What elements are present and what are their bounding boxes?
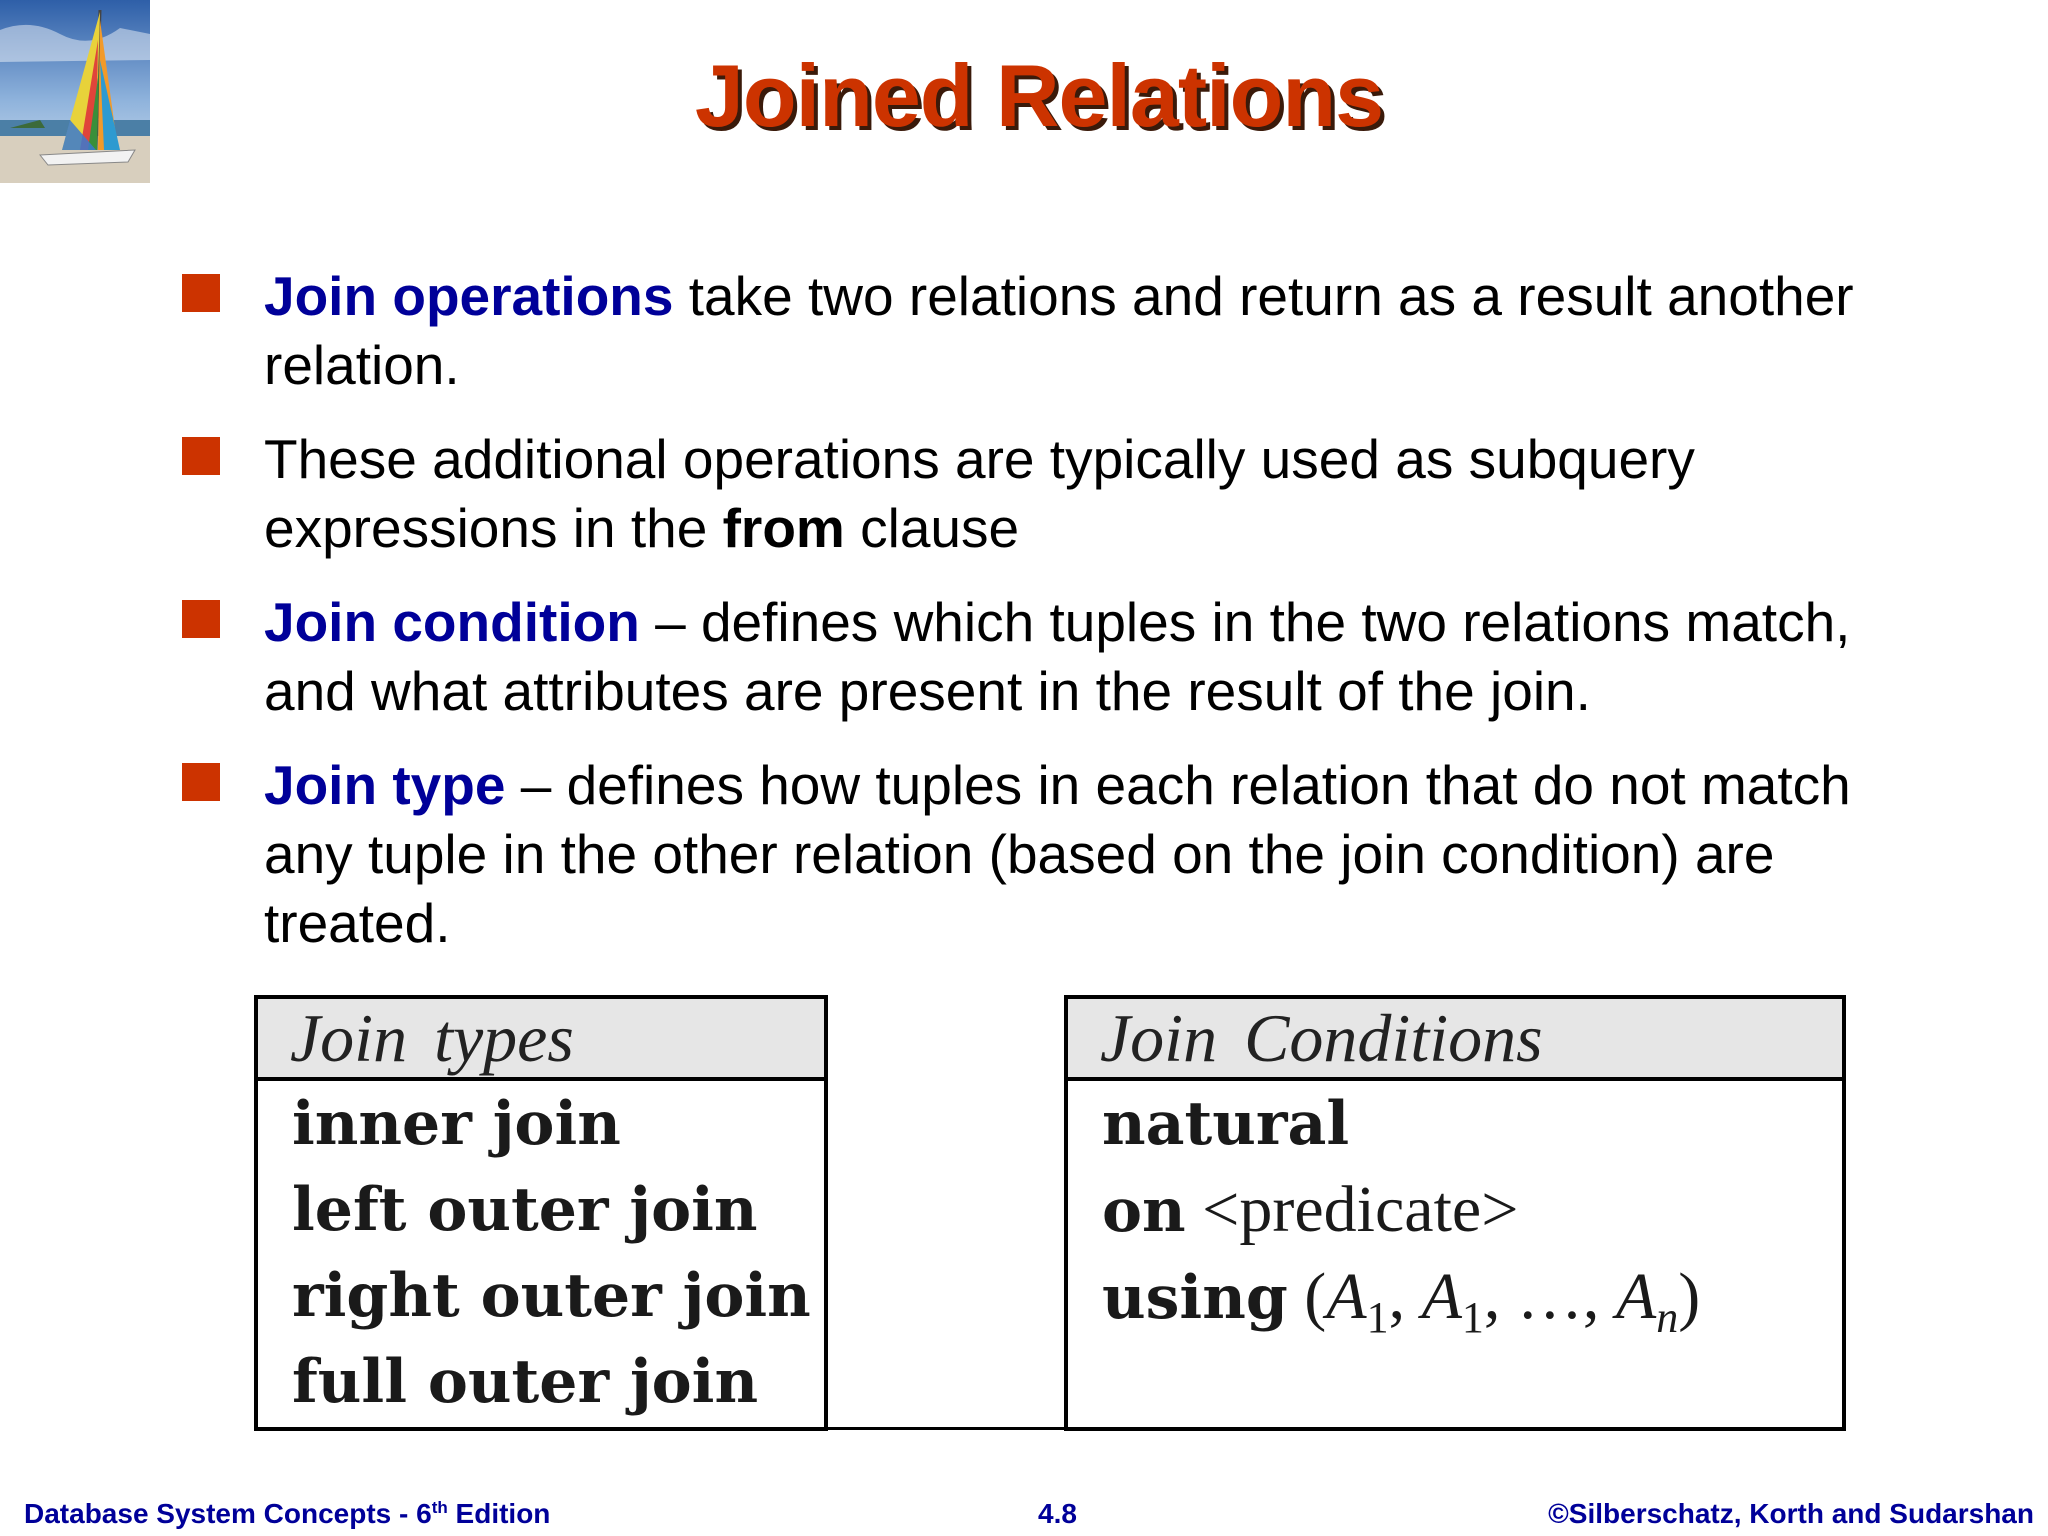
bullet-marker xyxy=(182,437,220,475)
paren-open: ( xyxy=(1287,1260,1327,1333)
predicate-placeholder: <predicate> xyxy=(1185,1173,1519,1246)
join-conditions-rows xyxy=(1068,1081,1842,1341)
footer-page-number: 4.8 xyxy=(1038,1498,1077,1529)
keyword-from: from xyxy=(722,497,845,559)
attr-subscript: 1 xyxy=(1366,1293,1389,1342)
bullet-join-condition xyxy=(180,588,1880,726)
separator: , xyxy=(1388,1260,1422,1333)
attr-a: A xyxy=(1421,1260,1462,1333)
bullet-marker xyxy=(182,600,220,638)
using-keyword: using xyxy=(1102,1263,1288,1333)
bullet-additional-operations xyxy=(180,425,1880,563)
bullet-text: – defines which tuples in the two relations match, and what attributes are present in the result of the join. xyxy=(264,591,1851,722)
attr-subscript: 1 xyxy=(1461,1293,1484,1342)
on-keyword: on xyxy=(1102,1176,1186,1246)
join-condition-using xyxy=(1068,1254,1842,1341)
bullet-marker xyxy=(182,763,220,801)
join-type-row: right outer join xyxy=(292,1261,811,1331)
using-attribute-list xyxy=(1287,1260,1701,1342)
attr-subscript-n: n xyxy=(1656,1293,1679,1342)
attr-a: A xyxy=(1615,1260,1657,1333)
join-condition-natural: natural xyxy=(1102,1089,1350,1159)
join-types-table xyxy=(254,995,828,1431)
join-conditions-table xyxy=(1064,995,1846,1431)
slide-title: Joined Relations xyxy=(694,46,1384,145)
join-types-header: Join types xyxy=(258,999,824,1081)
bullet-text: These additional operations are typically used as subquery expressions in the xyxy=(264,428,1695,559)
bullet-text: clause xyxy=(844,497,1020,559)
bullet-list xyxy=(180,262,1880,983)
paren-close: ) xyxy=(1678,1260,1701,1333)
bullet-text: take two relations and return as a result another relation. xyxy=(264,265,1854,396)
ellipsis: …, xyxy=(1516,1260,1616,1333)
footer-copyright: ©Silberschatz, Korth and Sudarshan xyxy=(1548,1498,2034,1529)
footer-book-title xyxy=(24,1500,550,1528)
separator: , xyxy=(1483,1260,1517,1333)
footer-edition: Edition xyxy=(447,1498,551,1529)
bullet-marker xyxy=(182,274,220,312)
join-type-row: inner join xyxy=(292,1089,621,1159)
join-condition-on xyxy=(1068,1167,1842,1254)
join-types-rows xyxy=(258,1081,824,1425)
bullet-join-operations xyxy=(180,262,1880,400)
join-conditions-header: Join Conditions xyxy=(1068,999,1842,1081)
attr-a: A xyxy=(1326,1260,1367,1333)
term-join-condition: Join condition xyxy=(264,591,640,653)
term-join-operations: Join operations xyxy=(264,265,674,327)
join-type-row: full outer join xyxy=(292,1347,759,1417)
bullet-join-type xyxy=(180,751,1880,958)
table-connector-line xyxy=(828,1427,1064,1430)
footer-edition-sup: th xyxy=(431,1498,448,1517)
bullet-text: – defines how tuples in each relation that do not match any tuple in the other relation (based on the join condition) are treated. xyxy=(264,754,1851,954)
term-join-type: Join type xyxy=(264,754,506,816)
footer-book-name: Database System Concepts - 6 xyxy=(24,1498,432,1529)
join-type-row: left outer join xyxy=(292,1175,758,1245)
